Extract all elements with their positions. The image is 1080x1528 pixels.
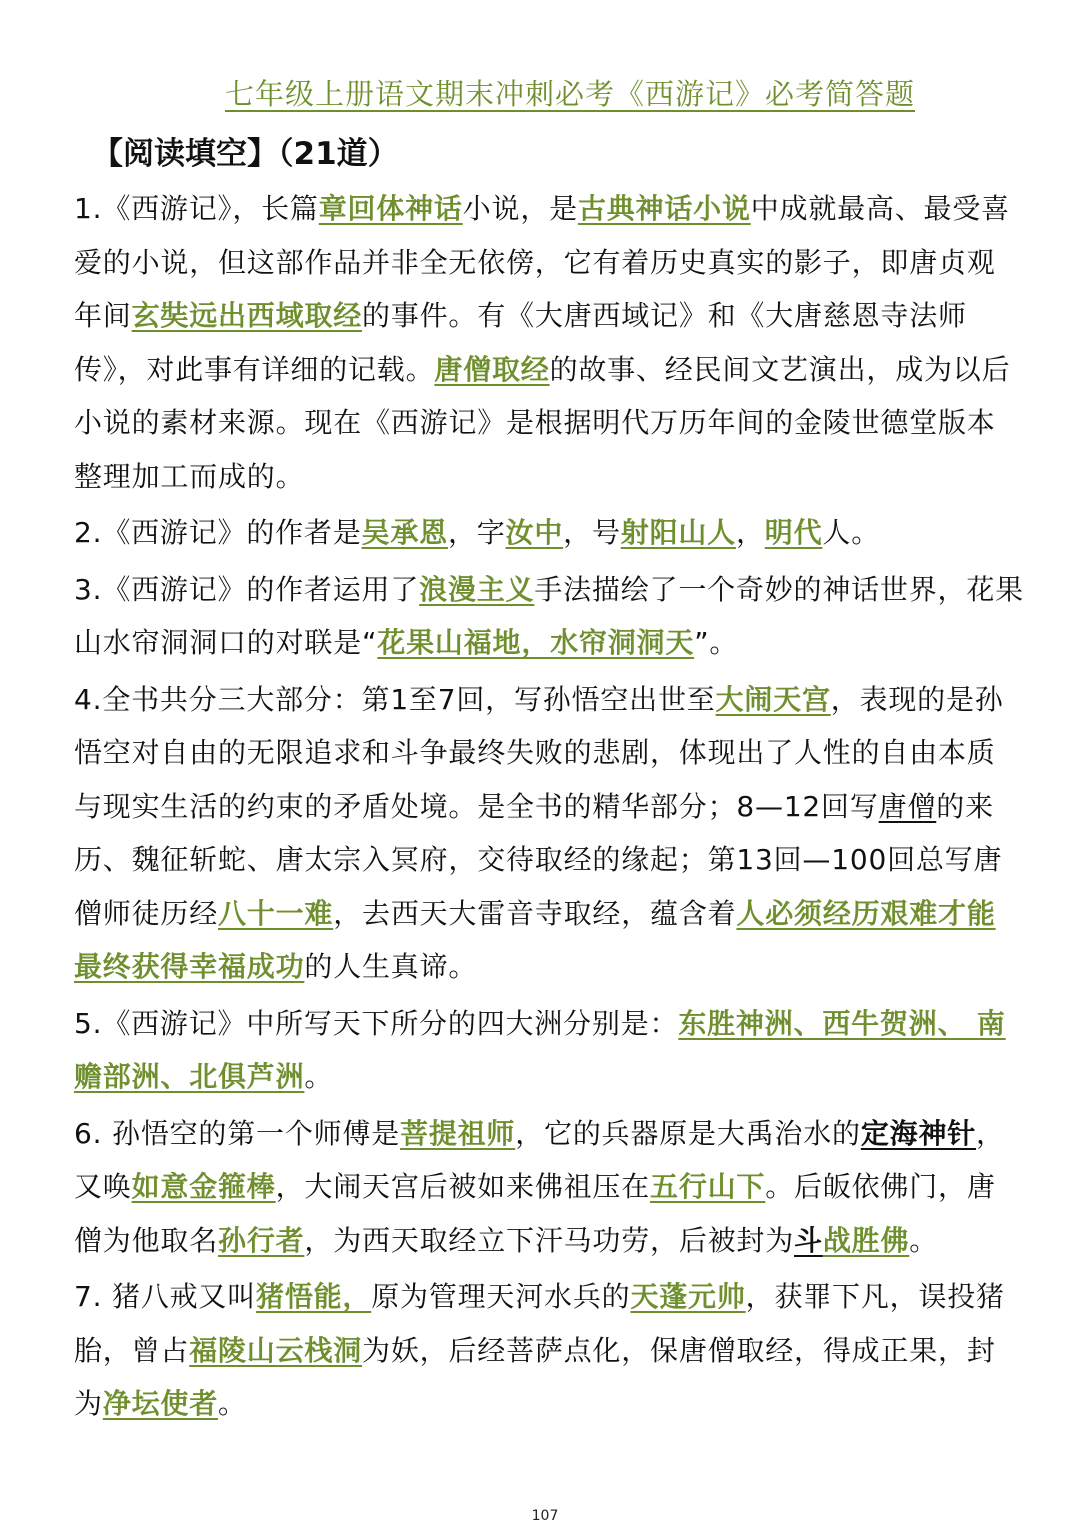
question-item-2 <box>74 506 1024 560</box>
text-segment: ， <box>735 516 765 549</box>
question-item-6 <box>74 1107 1024 1268</box>
question-item-7 <box>74 1270 1024 1431</box>
text-segment: 的事件。有《大唐西域记》和《大唐慈恩寺法师传》，对此事有详细的记载。 <box>74 299 967 386</box>
answer-blank: 人必须经历艰难才能最终获得幸福成功 <box>74 896 996 983</box>
text-segment: 4.全书共分三大部分：第1至7回，写孙悟空出世至 <box>74 682 716 716</box>
text-segment: 原为管理天河水兵的 <box>371 1280 631 1313</box>
text-segment: 为妖，后经菩萨点化，保唐僧取经，得成正果，封为 <box>74 1333 996 1420</box>
text-segment: ，号 <box>563 516 621 549</box>
question-list <box>74 182 1024 1434</box>
text-segment: ”。 <box>694 626 739 659</box>
section-heading: 【阅读填空】（21道） <box>92 136 399 172</box>
answer-blank: 明代 <box>764 516 823 549</box>
text-segment: 6. 孙悟空的第一个师傅是 <box>74 1116 401 1150</box>
answer-blank: 古典神话小说 <box>577 192 751 225</box>
answer-blank: 福陵山云栈洞 <box>189 1333 363 1367</box>
answer-blank: 唐僧取经 <box>434 352 550 386</box>
page-title: 七年级上册语文期末冲刺必考《西游记》必考简答题 <box>224 77 915 111</box>
text-segment: 7. 猪八戒又叫 <box>74 1280 257 1313</box>
text-segment: 中成就最高、最受喜爱的小说，但这部作品并非全无依傍，它有着历史真实的影子，即唐贞观年间 <box>74 192 1010 332</box>
text-segment: ，它的兵器原是大禹治水的 <box>515 1116 861 1150</box>
answer-blank: 唐僧 <box>878 789 937 823</box>
answer-blank: 斗 <box>794 1223 823 1257</box>
text-segment: 。 <box>218 1387 247 1420</box>
text-segment: ，获罪下凡，误投猪胎，曾占 <box>74 1280 1005 1367</box>
text-segment: ，去西天大雷音寺取经，蕴含着 <box>333 896 737 930</box>
text-segment: 5.《西游记》中所写天下所分的四大洲分别是： <box>74 1006 679 1040</box>
text-segment: 人。 <box>822 516 880 549</box>
answer-blank: 战胜佛 <box>822 1223 910 1257</box>
text-segment: 2.《西游记》的作者是 <box>74 516 362 549</box>
text-segment: ，为西天取经立下汗马功劳，后被封为 <box>304 1223 795 1257</box>
answer-blank: 浪漫主义 <box>419 572 535 606</box>
question-item-1 <box>74 182 1024 503</box>
answer-blank: 玄奘远出西域取经 <box>131 299 363 332</box>
text-segment: ，表现的是孙悟空对自由的无限追求和斗争最终失败的悲剧，体现出了人性的自由本质与现实生活的约束的矛盾处境。是全书的精华部分；8—12回写 <box>74 682 1004 823</box>
answer-blank: 大闹天宫 <box>715 682 831 716</box>
text-segment: 的来历、魏征斩蛇、唐太宗入冥府，交待取经的缘起；第13回—100回总写唐僧师徒历经 <box>74 789 1003 930</box>
answer-blank: 净坛使者 <box>102 1387 219 1420</box>
answer-blank: 天蓬元帅 <box>630 1280 746 1313</box>
answer-blank: 花果山福地，水帘洞洞天 <box>377 626 695 659</box>
answer-blank: 如意金箍棒 <box>131 1170 276 1203</box>
text-segment: 。 <box>304 1060 334 1093</box>
text-segment: ，字 <box>447 516 506 549</box>
answer-blank: 射阳山人 <box>620 516 736 549</box>
text-segment: 1.《西游记》，长篇 <box>74 192 319 225</box>
text-segment: ，大闹天宫后被如来佛祖压在 <box>275 1170 651 1203</box>
question-item-4 <box>74 673 1024 994</box>
text-segment: ，又唤 <box>74 1116 1005 1203</box>
text-segment: 手法描绘了一个奇妙的神话世界，花果山水帘洞洞口的对联是“ <box>74 572 1024 659</box>
answer-blank: 菩提祖师 <box>400 1116 516 1150</box>
answer-blank: 章回体神话 <box>318 192 463 225</box>
text-segment: 。 <box>909 1223 939 1257</box>
answer-blank: 吴承恩 <box>361 516 448 549</box>
text-segment: 的故事、经民间文艺演出，成为以后小说的素材来源。现在《西游记》是根据明代万历年间的金陵世德堂版本整理加工而成的。 <box>74 352 1011 493</box>
question-item-3 <box>74 563 1024 670</box>
answer-blank: 五行山下 <box>650 1170 766 1203</box>
text-segment: 的人生真谛。 <box>304 950 478 983</box>
page-number: 107 <box>531 1508 559 1524</box>
text-segment: 。后皈依佛门，唐僧为他取名 <box>74 1170 996 1257</box>
answer-blank: 东胜神洲、西牛贺洲、 南赡部洲、北俱芦洲 <box>74 1006 1006 1093</box>
question-item-5 <box>74 997 1024 1104</box>
answer-blank: 猪悟能， <box>256 1280 372 1313</box>
answer-blank: 汝中 <box>505 516 564 549</box>
answer-blank: 孙行者 <box>218 1223 305 1257</box>
answer-blank: 定海神针 <box>860 1116 977 1150</box>
text-segment: 小说，是 <box>462 192 578 225</box>
text-segment: 3.《西游记》的作者运用了 <box>74 572 420 606</box>
answer-blank: 八十一难 <box>218 896 334 930</box>
